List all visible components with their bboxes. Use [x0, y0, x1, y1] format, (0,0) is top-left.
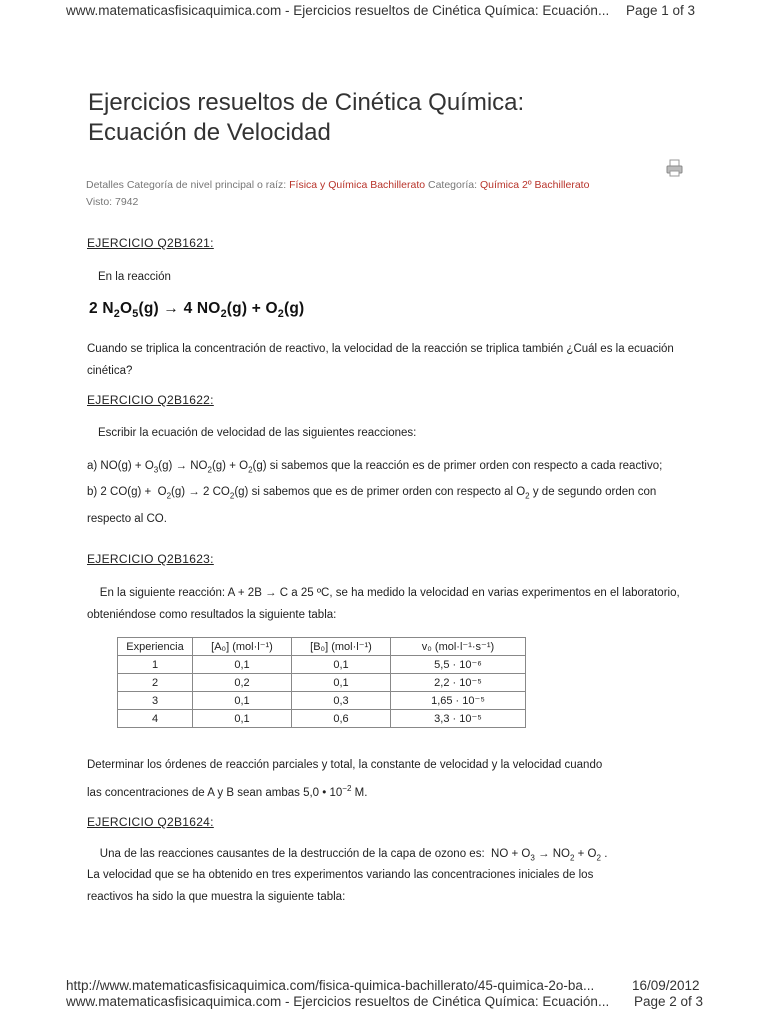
ex3-intro-prefix: En la siguiente reacción: [99, 587, 226, 599]
table-cell: 0,6 [292, 710, 391, 728]
ex2-b-text1: si sabemos que es de primer orden con respecto al O [251, 486, 526, 499]
ex4-intro-text: Una de las reacciones causantes de la destrucción de la capa de ozono es: [99, 848, 485, 860]
table-row [118, 674, 526, 692]
ex4-reaction: NO + $O_3 \to NO_2 + O_2$ . [487, 848, 608, 863]
table-cell: 0,2 [193, 674, 292, 692]
ex3-question-unit: M. [354, 786, 368, 799]
printer-icon[interactable] [666, 159, 683, 177]
ex2-heading: EJERCICIO Q2B1622: [87, 393, 214, 407]
ex4-text2-line2: reactivos ha sido la que muestra la siguiente tabla: [87, 891, 346, 903]
ex2-intro: Escribir la ecuación de velocidad de las siguientes reacciones: [98, 427, 417, 439]
table-cell: 3,3 · 10⁻⁵ [391, 710, 526, 728]
table-cell: 1,65 · 10⁻⁵ [391, 692, 526, 710]
meta-category-label: Categoría: [428, 179, 478, 191]
meta-views: Visto: 7942 [86, 196, 139, 208]
table-cell: 0,3 [292, 692, 391, 710]
table-header-row [118, 638, 526, 656]
table-cell: 3 [118, 692, 193, 710]
ex1-question: Cuando se triplica la concentración de reactivo, la velocidad de la reacción se triplica también ¿Cuál es la ecuación cinética? [87, 343, 674, 377]
ex1-intro: En la reacción [98, 271, 171, 283]
page-title-line2: Ecuación de Velocidad [88, 119, 331, 146]
ex1-equation: 2 $N_2O_5(g) \to 4$ $NO_2(g) + O_2(g)$ [89, 300, 305, 321]
table-row [118, 692, 526, 710]
table-cell: 2,2 · 10⁻⁵ [391, 674, 526, 692]
footer-site-title: www.matematicasfisicaquimica.com - Ejercicios resueltos de Cinética Química: Ecuación... [66, 994, 610, 1009]
article-meta [86, 177, 589, 211]
ex1-heading: EJERCICIO Q2B1621: [87, 236, 214, 250]
table-cell: 4 [118, 710, 193, 728]
table-cell: 5,5 · 10⁻⁶ [391, 656, 526, 674]
ex3-reaction: A + 2B → C a 25 ºC, [227, 587, 333, 599]
table-cell: 0,1 [292, 656, 391, 674]
ex4-text2 [87, 864, 717, 908]
ex2-item-a: a) $NO(g) + O_3(g) \to NO_2(g) + O_2(g)$ si sabemos que la reacción es de primer orden con respecto a cada reactivo; b) 2 $CO(g) + O_2(g) \to 2$ $CO_2(g)$ si sabemos que es de primer orden con respecto al $O_2$ y de segundo orden con respecto al CO. [87, 460, 663, 525]
table-row [118, 710, 526, 728]
table-header: [A₀] (mol·l⁻¹) [193, 638, 292, 656]
footer-page-number: Page 2 of 3 [634, 994, 704, 1009]
ex3-question-line1: Determinar los órdenes de reacción parciales y total, la constante de velocidad y la velocidad cuando [87, 759, 603, 771]
header-site-title: www.matematicasfisicaquimica.com - Ejercicios resueltos de Cinética Química: Ecuación... [66, 3, 610, 18]
table-cell: 0,1 [292, 674, 391, 692]
ex3-data-table [117, 637, 526, 728]
table-row [118, 656, 526, 674]
ex3-heading: EJERCICIO Q2B1623: [87, 552, 214, 566]
ex3-intro [87, 582, 687, 626]
table-header: Experiencia [118, 638, 193, 656]
category1-link[interactable]: Física y Química Bachillerato [289, 179, 426, 191]
page-title [88, 88, 524, 148]
ex4-text2-line1: La velocidad que se ha obtenido en tres experimentos variando las concentraciones iniciales de los [87, 869, 594, 881]
ex3-question-line2: las concentraciones de A y B sean ambas 5,0 • 10 [87, 786, 343, 799]
category2-link[interactable]: Química 2º Bachillerato [479, 179, 590, 191]
footer-date: 16/09/2012 [632, 978, 700, 993]
ex3-question-exp: −2 [342, 784, 352, 793]
table-header: v₀ (mol·l⁻¹·s⁻¹) [391, 638, 526, 656]
ex3-question [87, 753, 707, 805]
table-header: [B₀] (mol·l⁻¹) [292, 638, 391, 656]
table-cell: 1 [118, 656, 193, 674]
table-cell: 0,1 [193, 710, 292, 728]
ex2-a-text: si sabemos que la reacción es de primer orden con respecto a cada reactivo; [269, 460, 663, 472]
table-cell: 0,1 [193, 656, 292, 674]
ex3-intro-rest: se ha medido la velocidad en varias experimentos en el laboratorio, obteniéndose como resultados la siguiente tabla: [87, 587, 680, 621]
footer-url[interactable]: http://www.matematicasfisicaquimica.com/fisica-quimica-bachillerato/45-quimica-2o-ba... [66, 978, 595, 993]
table-cell: 2 [118, 674, 193, 692]
meta-details: Detalles Categoría de nivel principal o raíz: [86, 179, 287, 191]
table-cell: 0,1 [193, 692, 292, 710]
ex4-heading: EJERCICIO Q2B1624: [87, 815, 214, 829]
page-title-line1: Ejercicios resueltos de Cinética Química: [88, 89, 525, 116]
ex2-b-text2: y de segundo orden con respecto al CO. [87, 486, 657, 525]
header-page-number: Page 1 of 3 [626, 3, 696, 18]
